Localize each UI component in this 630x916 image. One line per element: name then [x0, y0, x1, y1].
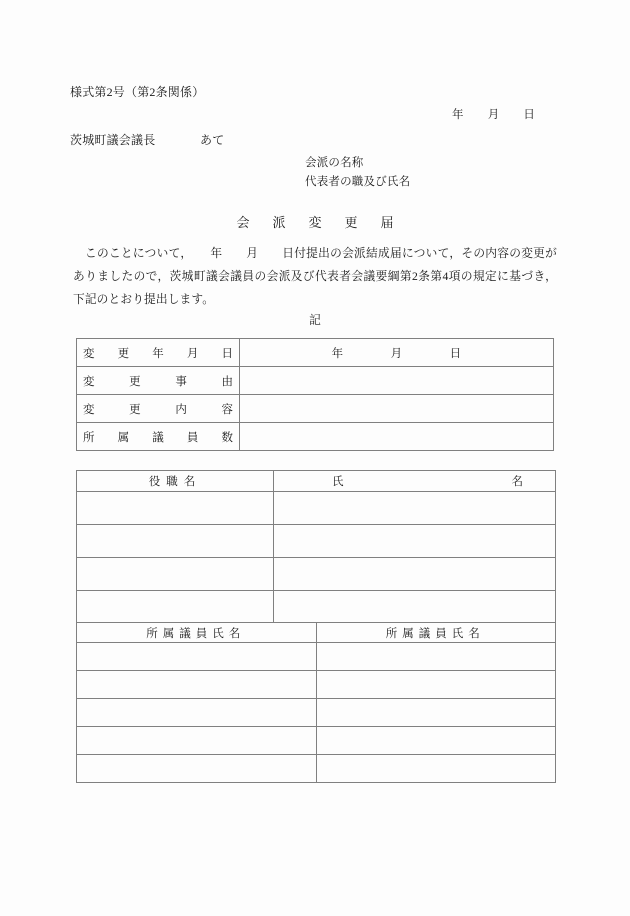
- row-label-text: 所属議員数: [83, 431, 233, 444]
- column-header-name-last: 名: [511, 476, 523, 488]
- table-row: [77, 755, 556, 783]
- table-header-row: [77, 471, 556, 492]
- table-row: [77, 367, 554, 395]
- officer-post-cell[interactable]: [77, 558, 274, 591]
- member-name-cell-left[interactable]: [77, 727, 317, 755]
- row-label-change-content: [77, 395, 240, 423]
- column-header-name-first: 氏: [332, 476, 344, 488]
- row-label-text: 変更内容: [83, 403, 233, 416]
- row-value-member-count[interactable]: [240, 423, 554, 451]
- member-name-cell-right[interactable]: [316, 643, 556, 671]
- table-row: [77, 525, 556, 558]
- officer-post-cell[interactable]: [77, 591, 274, 624]
- member-name-cell-right[interactable]: [316, 755, 556, 783]
- officers-table: [76, 470, 556, 624]
- table-row: [77, 492, 556, 525]
- table-row: [77, 699, 556, 727]
- officer-post-cell[interactable]: [77, 492, 274, 525]
- table-row: [77, 339, 554, 367]
- table-header-row: [77, 623, 556, 643]
- row-value-change-date[interactable]: 年 月 日: [240, 339, 554, 367]
- row-label-change-date: [77, 339, 240, 367]
- table-row: [77, 423, 554, 451]
- officer-name-cell[interactable]: [274, 558, 556, 591]
- officer-name-cell[interactable]: [274, 525, 556, 558]
- form-code: 様式第2号（第2条関係）: [70, 85, 205, 99]
- member-name-cell-right[interactable]: [316, 727, 556, 755]
- table-row: [77, 591, 556, 624]
- table-row: [77, 643, 556, 671]
- addressee: 茨城町議会議長: [70, 133, 156, 147]
- member-name-cell-left[interactable]: [77, 643, 317, 671]
- row-value-change-content[interactable]: [240, 395, 554, 423]
- officer-post-cell[interactable]: [77, 525, 274, 558]
- body-paragraph: このことについて， 年 月 日付提出の会派結成届について，その内容の変更がありましたので，茨城町議会議員の会派及び代表者会議要綱第2条第4項の規定に基づき，下記のとおり提出します。: [73, 247, 557, 306]
- row-value-change-reason[interactable]: [240, 367, 554, 395]
- column-header-name: [274, 471, 556, 492]
- member-name-cell-right[interactable]: [316, 671, 556, 699]
- row-label-change-reason: [77, 367, 240, 395]
- page-title: 会 派 変 更 届: [236, 215, 399, 230]
- submission-date-line: 年 月 日: [452, 109, 536, 121]
- change-details-table: [76, 338, 554, 451]
- column-header-member-name-right: 所属議員氏名: [316, 623, 556, 643]
- member-names-table: [76, 622, 556, 783]
- table-row: [77, 671, 556, 699]
- table-row: [77, 395, 554, 423]
- submitter-representative-label: 代表者の職及び氏名: [305, 176, 411, 188]
- column-header-post: 役職名: [77, 471, 274, 492]
- member-name-cell-right[interactable]: [316, 699, 556, 727]
- member-name-cell-left[interactable]: [77, 755, 317, 783]
- officer-name-cell[interactable]: [274, 492, 556, 525]
- row-label-text: 変更年月日: [83, 347, 233, 360]
- row-label-member-count: [77, 423, 240, 451]
- column-header-member-name-left: 所属議員氏名: [77, 623, 317, 643]
- ki-label: 記: [309, 314, 321, 327]
- table-row: [77, 727, 556, 755]
- submitter-party-label: 会派の名称: [305, 157, 364, 169]
- table-row: [77, 558, 556, 591]
- column-header-name-inner: [280, 473, 549, 489]
- officer-name-cell[interactable]: [274, 591, 556, 624]
- row-label-text: 変更事由: [83, 375, 233, 388]
- member-name-cell-left[interactable]: [77, 671, 317, 699]
- addressee-suffix: あて: [200, 133, 225, 147]
- member-name-cell-left[interactable]: [77, 699, 317, 727]
